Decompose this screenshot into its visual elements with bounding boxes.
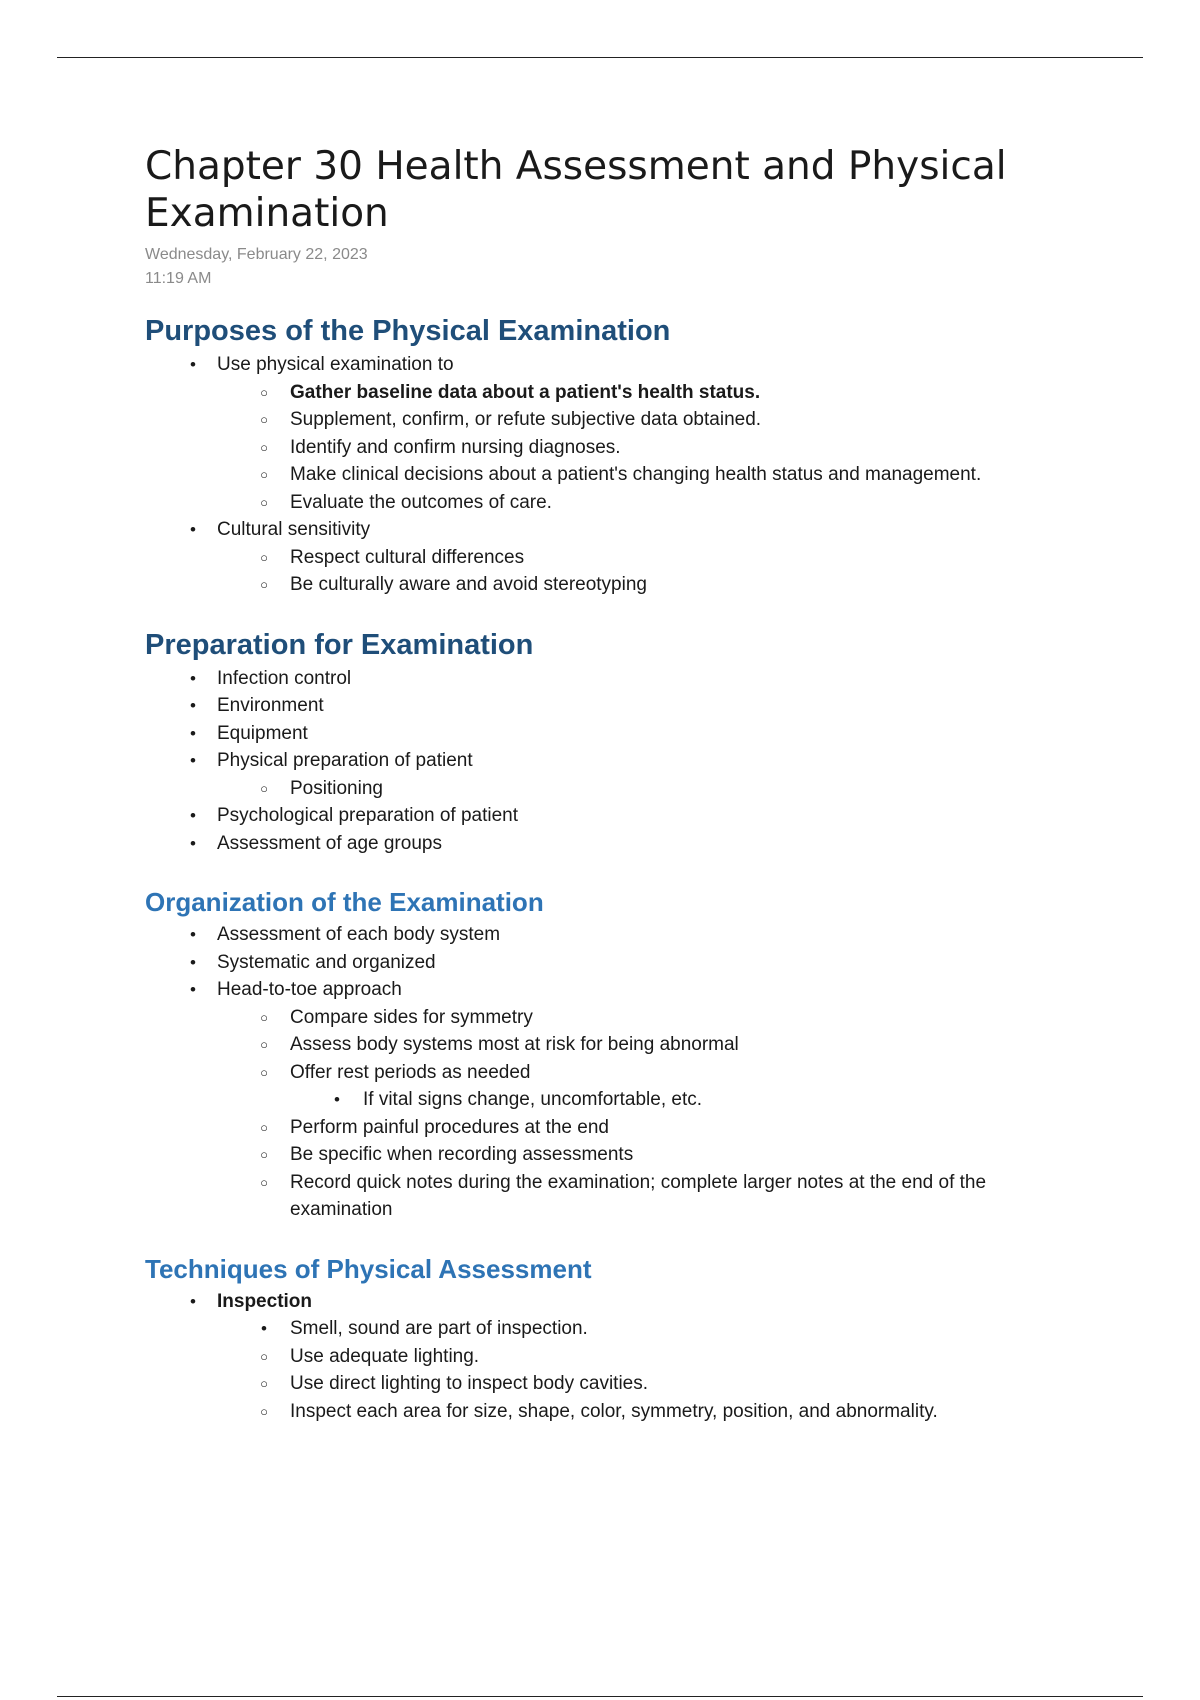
circle-bullet-icon: ○	[260, 467, 268, 482]
list-item-text: Environment	[217, 695, 324, 716]
bullet-icon: •	[190, 980, 196, 999]
list-item	[145, 802, 1065, 830]
bullet-icon: •	[190, 1291, 196, 1311]
list-item-text: Smell, sound are part of inspection.	[290, 1318, 588, 1339]
circle-bullet-icon: ○	[260, 1376, 268, 1391]
list-item	[145, 1288, 1065, 1316]
section-heading: Techniques of Physical Assessment	[145, 1253, 592, 1284]
circle-bullet-icon: ○	[260, 439, 268, 455]
list-item-text: Positioning	[290, 777, 383, 799]
list-item	[145, 747, 1065, 775]
bullet-icon: •	[190, 696, 196, 715]
list-item-text: Record quick notes during the examination; complete larger notes at the end of the examination	[290, 1171, 987, 1220]
circle-bullet-icon: ○	[260, 1064, 268, 1080]
section-preparation	[145, 627, 1065, 858]
list-item	[145, 1059, 1065, 1087]
list-item-text: Inspection	[217, 1290, 313, 1312]
circle-bullet-icon: ○	[260, 1147, 268, 1162]
bullet-icon: •	[190, 355, 196, 374]
list-item-text: Gather baseline data about a patient's health status.	[290, 381, 761, 403]
list-item-text: Inspect each area for size, shape, color, symmetry, position, and abnormality.	[290, 1400, 938, 1422]
circle-bullet-icon: ○	[260, 384, 268, 400]
list-item	[145, 692, 1065, 720]
list-item-text: Be culturally aware and avoid stereotyping	[290, 574, 647, 595]
list-item-text: Use adequate lighting.	[290, 1345, 480, 1367]
note-page	[145, 143, 1065, 1425]
list-item	[145, 976, 1065, 1004]
list-item	[145, 489, 1065, 517]
section-purposes	[145, 313, 1065, 599]
list-item	[145, 571, 1065, 599]
bullet-icon: •	[190, 925, 196, 944]
list-item	[145, 1141, 1065, 1169]
bullet-icon: •	[190, 751, 196, 770]
list-item-text: Equipment	[217, 722, 308, 744]
bullet-icon: •	[261, 1319, 267, 1338]
circle-bullet-icon: ○	[260, 549, 268, 565]
list-item-text: Assessment of age groups	[217, 832, 442, 854]
circle-bullet-icon: ○	[260, 494, 268, 510]
list-item-text: Assess body systems most at risk for being abnormal	[290, 1034, 739, 1055]
bullet-icon: •	[190, 952, 196, 972]
circle-bullet-icon: ○	[260, 1348, 268, 1364]
bullet-icon: •	[190, 833, 196, 853]
list-item-text: Identify and confirm nursing diagnoses.	[290, 436, 621, 458]
section-heading: Organization of the Examination	[145, 887, 544, 917]
circle-bullet-icon: ○	[260, 1009, 268, 1025]
list-item	[145, 434, 1065, 462]
note-time: 11:19 AM	[145, 270, 212, 287]
bullet-icon: •	[190, 723, 196, 743]
bullet-list	[145, 665, 1065, 858]
page-title: Chapter 30 Health Assessment and Physical Examination	[145, 144, 1007, 236]
section-heading: Preparation for Examination	[145, 628, 534, 661]
list-item-text: Head-to-toe approach	[217, 979, 402, 1000]
circle-bullet-icon: ○	[260, 1403, 268, 1419]
list-item	[145, 1031, 1065, 1059]
top-rule	[57, 57, 1143, 58]
circle-bullet-icon: ○	[260, 412, 268, 427]
bullet-list	[145, 921, 1065, 1224]
list-item	[145, 406, 1065, 434]
note-date: Wednesday, February 22, 2023	[145, 246, 368, 263]
list-item-text: Offer rest periods as needed	[290, 1061, 531, 1083]
list-item-text: Infection control	[217, 667, 352, 689]
list-item	[145, 351, 1065, 379]
list-item	[145, 544, 1065, 572]
list-item-text: Use direct lighting to inspect body cavities.	[290, 1373, 649, 1394]
list-item	[145, 516, 1065, 544]
section-organization	[145, 885, 1065, 1224]
list-item	[145, 1086, 1065, 1114]
list-item	[145, 1114, 1065, 1142]
list-item-text: Supplement, confirm, or refute subjective data obtained.	[290, 409, 762, 430]
bullet-icon: •	[190, 520, 196, 539]
list-item-text: Use physical examination to	[217, 354, 454, 375]
list-item-text: Be specific when recording assessments	[290, 1144, 634, 1165]
list-item-text: Assessment of each body system	[217, 924, 501, 945]
list-item-text: Respect cultural differences	[290, 546, 525, 568]
bullet-icon: •	[190, 806, 196, 825]
section-techniques	[145, 1252, 1065, 1426]
list-item-text: If vital signs change, uncomfortable, etc.	[363, 1089, 703, 1110]
bullet-icon: •	[190, 668, 196, 688]
bottom-rule	[57, 1696, 1143, 1697]
list-item	[145, 830, 1065, 858]
list-item	[145, 1398, 1065, 1426]
list-item	[145, 1370, 1065, 1398]
list-item	[145, 1004, 1065, 1032]
bullet-icon: •	[334, 1090, 340, 1109]
circle-bullet-icon: ○	[260, 1119, 268, 1135]
list-item	[145, 1169, 1065, 1224]
list-item-text: Evaluate the outcomes of care.	[290, 491, 552, 513]
list-item	[145, 1315, 1065, 1343]
bullet-list	[145, 351, 1065, 599]
circle-bullet-icon: ○	[260, 577, 268, 592]
list-item-text: Cultural sensitivity	[217, 519, 371, 540]
list-item-text: Make clinical decisions about a patient's changing health status and management.	[290, 464, 982, 485]
list-item	[145, 461, 1065, 489]
list-item-text: Psychological preparation of patient	[217, 805, 519, 826]
list-item	[145, 1343, 1065, 1371]
list-item	[145, 665, 1065, 693]
list-item	[145, 775, 1065, 803]
list-item	[145, 379, 1065, 407]
circle-bullet-icon: ○	[260, 1174, 268, 1190]
list-item	[145, 949, 1065, 977]
bullet-list	[145, 1288, 1065, 1426]
list-item-text: Perform painful procedures at the end	[290, 1116, 609, 1138]
list-item-text: Physical preparation of patient	[217, 750, 473, 771]
section-heading: Purposes of the Physical Examination	[145, 315, 671, 347]
list-item	[145, 720, 1065, 748]
list-item-text: Compare sides for symmetry	[290, 1006, 533, 1028]
note-metadata	[145, 243, 1065, 291]
list-item	[145, 921, 1065, 949]
circle-bullet-icon: ○	[260, 780, 268, 796]
circle-bullet-icon: ○	[260, 1037, 268, 1052]
list-item-text: Systematic and organized	[217, 951, 436, 973]
